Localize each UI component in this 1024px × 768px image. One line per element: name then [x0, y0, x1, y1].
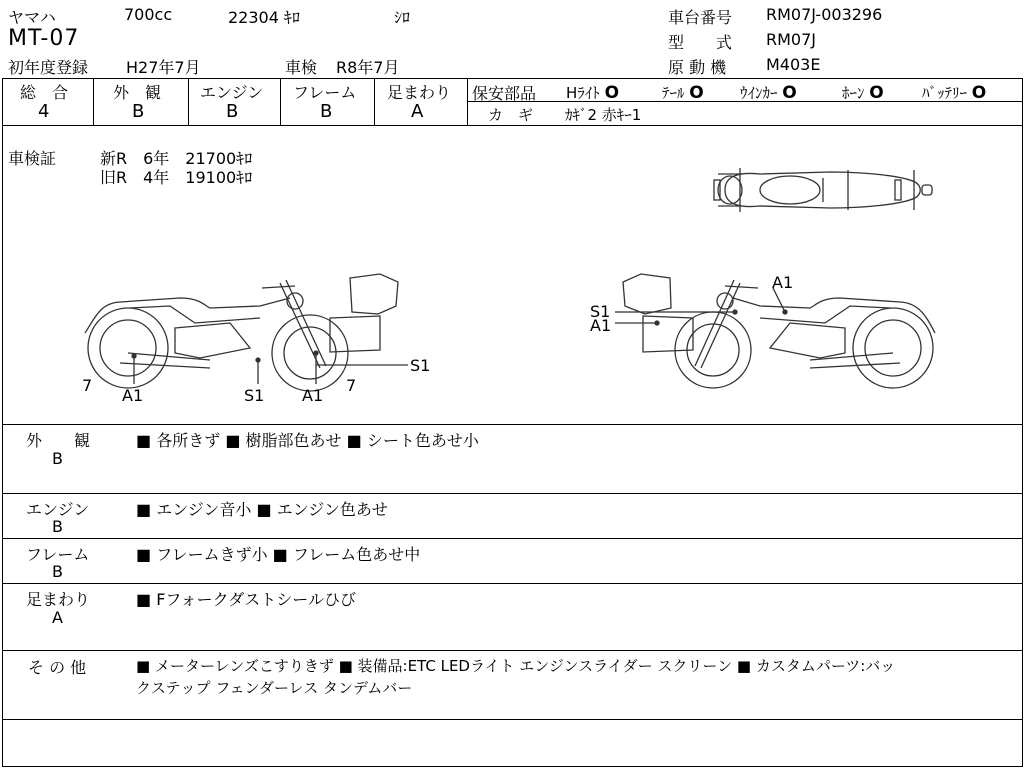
remark-other-line2: クステップ フェンダーレス タンデムバー	[136, 679, 413, 697]
grade-suspension-value: A	[411, 101, 424, 122]
remark-exterior-label: 外 観	[26, 431, 91, 450]
mileage: 22304 ｷﾛ	[228, 8, 300, 27]
remark-exterior-items: ■ 各所きず ■ 樹脂部色あせ ■ シート色あせ小	[136, 428, 479, 451]
mark-right-s1: S1	[590, 302, 611, 321]
remark-frame-label: フレーム	[26, 545, 90, 564]
cert-old: 旧R 4年 19100ｷﾛ	[100, 168, 253, 187]
first-reg-label: 初年度登録	[8, 58, 89, 77]
inspection-label: 車検	[285, 58, 318, 77]
mark-left-7b: 7	[346, 376, 357, 395]
mark-left-7a: 7	[82, 376, 93, 395]
mark-left-a1b: A1	[302, 386, 324, 405]
type-value: RM07J	[766, 30, 816, 49]
grade-engine-value: B	[226, 101, 239, 122]
key-value: ｶｷﾞ2 赤ｷｰ1	[565, 106, 642, 124]
key-label: カ ギ	[488, 106, 534, 124]
mark-right-a1a: A1	[772, 273, 794, 292]
mark-right-a1b: A1	[590, 316, 612, 335]
type-label: 型 式	[668, 33, 733, 52]
mark-left-s1b: S1	[410, 356, 431, 375]
safety-winker: ｳｲﾝｶｰ O	[740, 83, 797, 103]
grade-engine-label: エンジン	[200, 83, 264, 102]
frame-no-value: RM07J-003296	[766, 5, 883, 24]
model-name: MT-07	[8, 26, 80, 51]
displacement: 700cc	[124, 5, 173, 24]
cert-label: 車検証	[8, 149, 57, 168]
remark-other-line1: ■ メーターレンズこすりきず ■ 装備品:ETC LEDライト エンジンスライダー スクリーン ■ カスタムパーツ:バッ	[136, 657, 896, 675]
top-view-diagram	[700, 160, 950, 220]
remark-suspension-items: ■ Fフォークダストシールひび	[136, 587, 356, 610]
remark-exterior-grade: B	[52, 449, 63, 468]
mark-left-a1a: A1	[122, 386, 144, 405]
remark-other-label: そ の 他	[28, 658, 87, 677]
left-side-diagram	[80, 268, 410, 388]
safety-horn: ﾎｰﾝ O	[842, 83, 884, 103]
engine-model-label: 原 動 機	[668, 58, 727, 77]
remark-engine-grade: B	[52, 517, 63, 536]
remark-frame-items: ■ フレームきず小 ■ フレーム色あせ中	[136, 542, 420, 565]
mark-left-s1a: S1	[244, 386, 265, 405]
grade-exterior-value: B	[132, 101, 145, 122]
frame-no-label: 車台番号	[668, 8, 733, 27]
engine-model-value: M403E	[766, 55, 821, 74]
grade-frame-value: B	[320, 101, 333, 122]
safety-taillight: ﾃｰﾙ O	[662, 83, 704, 103]
grade-exterior-label: 外 観	[113, 83, 162, 102]
first-reg-value: H27年7月	[126, 58, 201, 77]
cert-new: 新R 6年 21700ｷﾛ	[100, 149, 253, 168]
grade-overall-label: 総 合	[20, 83, 69, 102]
maker: ヤマハ	[8, 8, 56, 27]
body-color: ｼﾛ	[394, 8, 411, 27]
inspection-value: R8年7月	[336, 58, 400, 77]
remark-engine-label: エンジン	[26, 500, 90, 519]
grade-frame-label: フレーム	[293, 83, 357, 102]
remark-suspension-grade: A	[52, 608, 63, 627]
safety-battery: ﾊﾞｯﾃﾘｰ O	[922, 83, 987, 103]
safety-parts-label: 保安部品	[472, 84, 537, 103]
remark-frame-grade: B	[52, 562, 63, 581]
grade-overall-value: 4	[38, 101, 50, 122]
remark-engine-items: ■ エンジン音小 ■ エンジン色あせ	[136, 497, 388, 520]
safety-headlight: Hﾗｲﾄ O	[566, 83, 620, 103]
remark-suspension-label: 足まわり	[26, 590, 91, 609]
grade-suspension-label: 足まわり	[387, 83, 452, 102]
